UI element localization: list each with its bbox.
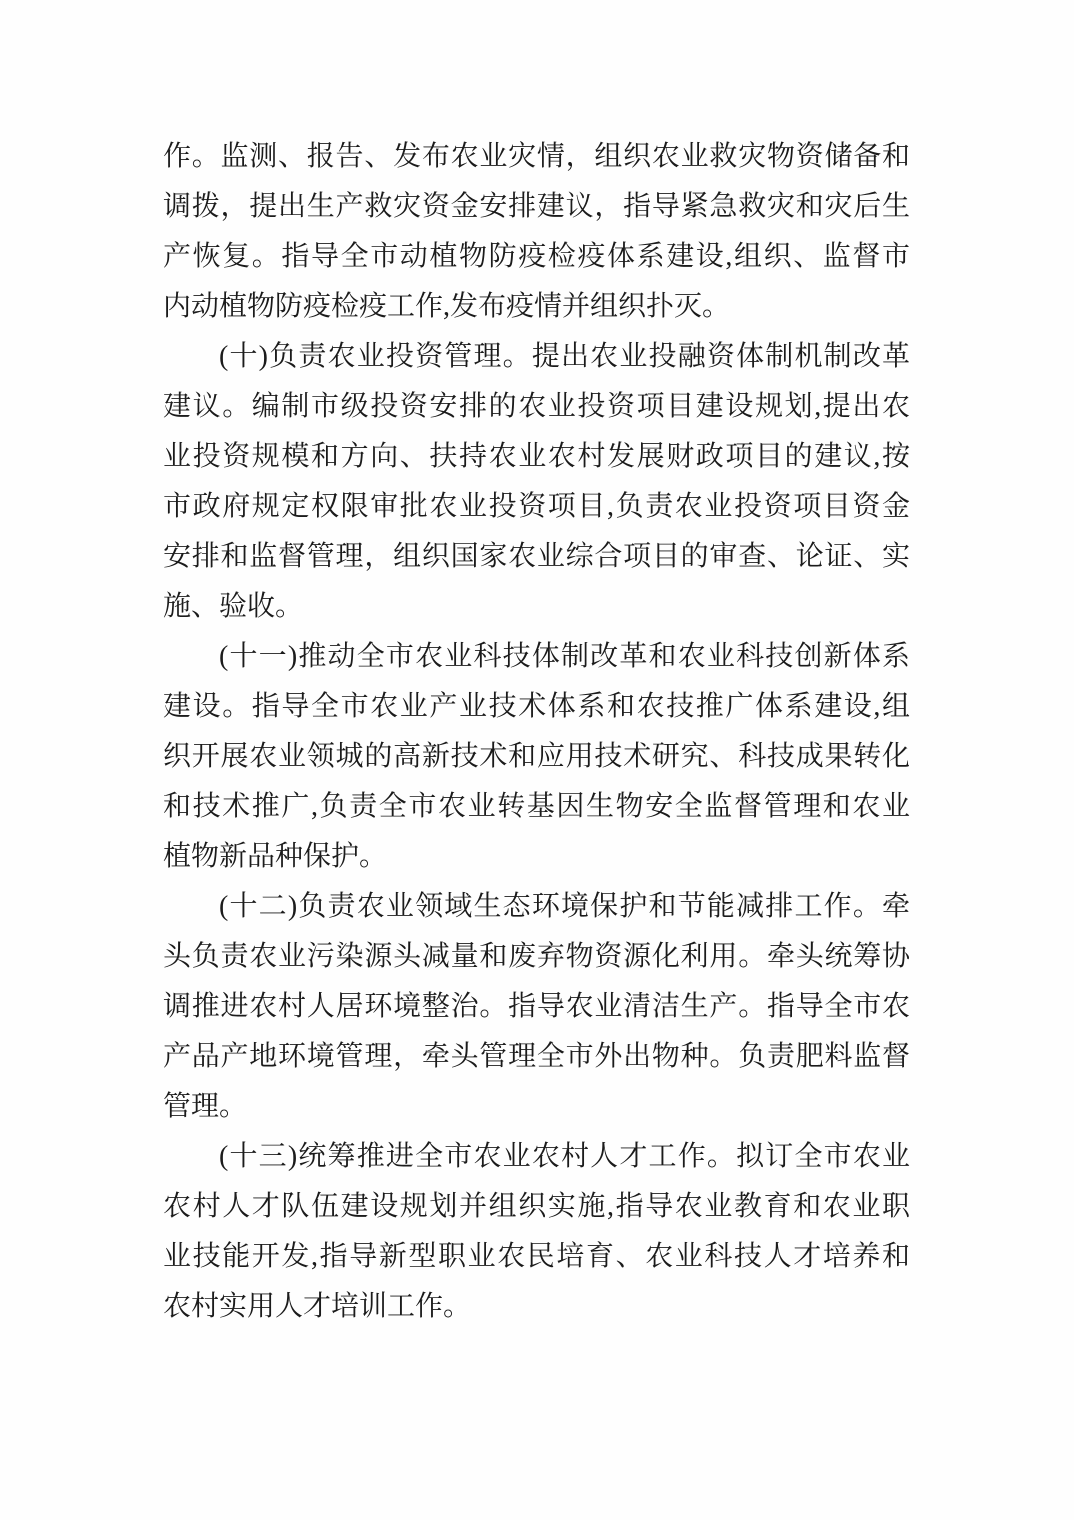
paragraph	[163, 632, 910, 882]
text-line: (十二)负责农业领域生态环境保护和节能减排工作。牵	[219, 891, 910, 922]
text-line: 安排和监督管理，组织国家农业综合项目的审查、论证、实	[163, 541, 910, 572]
text-line: 产品产地环境管理，牵头管理全市外出物种。负责肥料监督	[163, 1041, 910, 1072]
text-line: 市政府规定权限审批农业投资项目,负责农业投资项目资金	[163, 491, 910, 522]
text-line: 植物新品种保护。	[163, 841, 388, 872]
text-line: 产恢复。指导全市动植物防疫检疫体系建设,组织、监督市	[163, 241, 910, 272]
text-line: 调拨，提出生产救灾资金安排建议，指导紧急救灾和灾后生	[163, 191, 910, 222]
text-line: 作。监测、报告、发布农业灾情，组织农业救灾物资储备和	[163, 141, 910, 172]
text-line: 农村人才队伍建设规划并组织实施,指导农业教育和农业职	[163, 1191, 910, 1222]
text-line: 织开展农业领城的高新技术和应用技术研究、科技成果转化	[163, 741, 910, 772]
text-line: (十三)统筹推进全市农业农村人才工作。拟订全市农业	[219, 1141, 910, 1172]
text-line: 管理。	[163, 1091, 248, 1122]
document-body	[163, 132, 910, 1332]
paragraph	[163, 332, 910, 632]
text-line: 建设。指导全市农业产业技术体系和农技推广体系建设,组	[163, 691, 910, 722]
text-line: 业技能开发,指导新型职业农民培育、农业科技人才培养和	[163, 1241, 910, 1272]
text-line: 施、验收。	[163, 591, 304, 622]
text-line: 头负责农业污染源头减量和废弃物资源化利用。牵头统筹协	[163, 941, 910, 972]
text-line: 建议。编制市级投资安排的农业投资项目建设规划,提出农	[163, 391, 910, 422]
text-line: 和技术推广,负责全市农业转基因生物安全监督管理和农业	[163, 791, 910, 822]
text-line: 内动植物防疫检疫工作,发布疫情并组织扑灭。	[163, 291, 731, 322]
text-line: (十)负责农业投资管理。提出农业投融资体制机制改革	[219, 341, 910, 372]
text-line: 农村实用人才培训工作。	[163, 1291, 472, 1322]
paragraph	[163, 1132, 910, 1332]
text-line: (十一)推动全市农业科技体制改革和农业科技创新体系	[219, 641, 910, 672]
text-line: 调推进农村人居环境整治。指导农业清洁生产。指导全市农	[163, 991, 910, 1022]
paragraph	[163, 132, 910, 332]
text-line: 业投资规模和方向、扶持农业农村发展财政项目的建议,按	[163, 441, 910, 472]
paragraph	[163, 882, 910, 1132]
